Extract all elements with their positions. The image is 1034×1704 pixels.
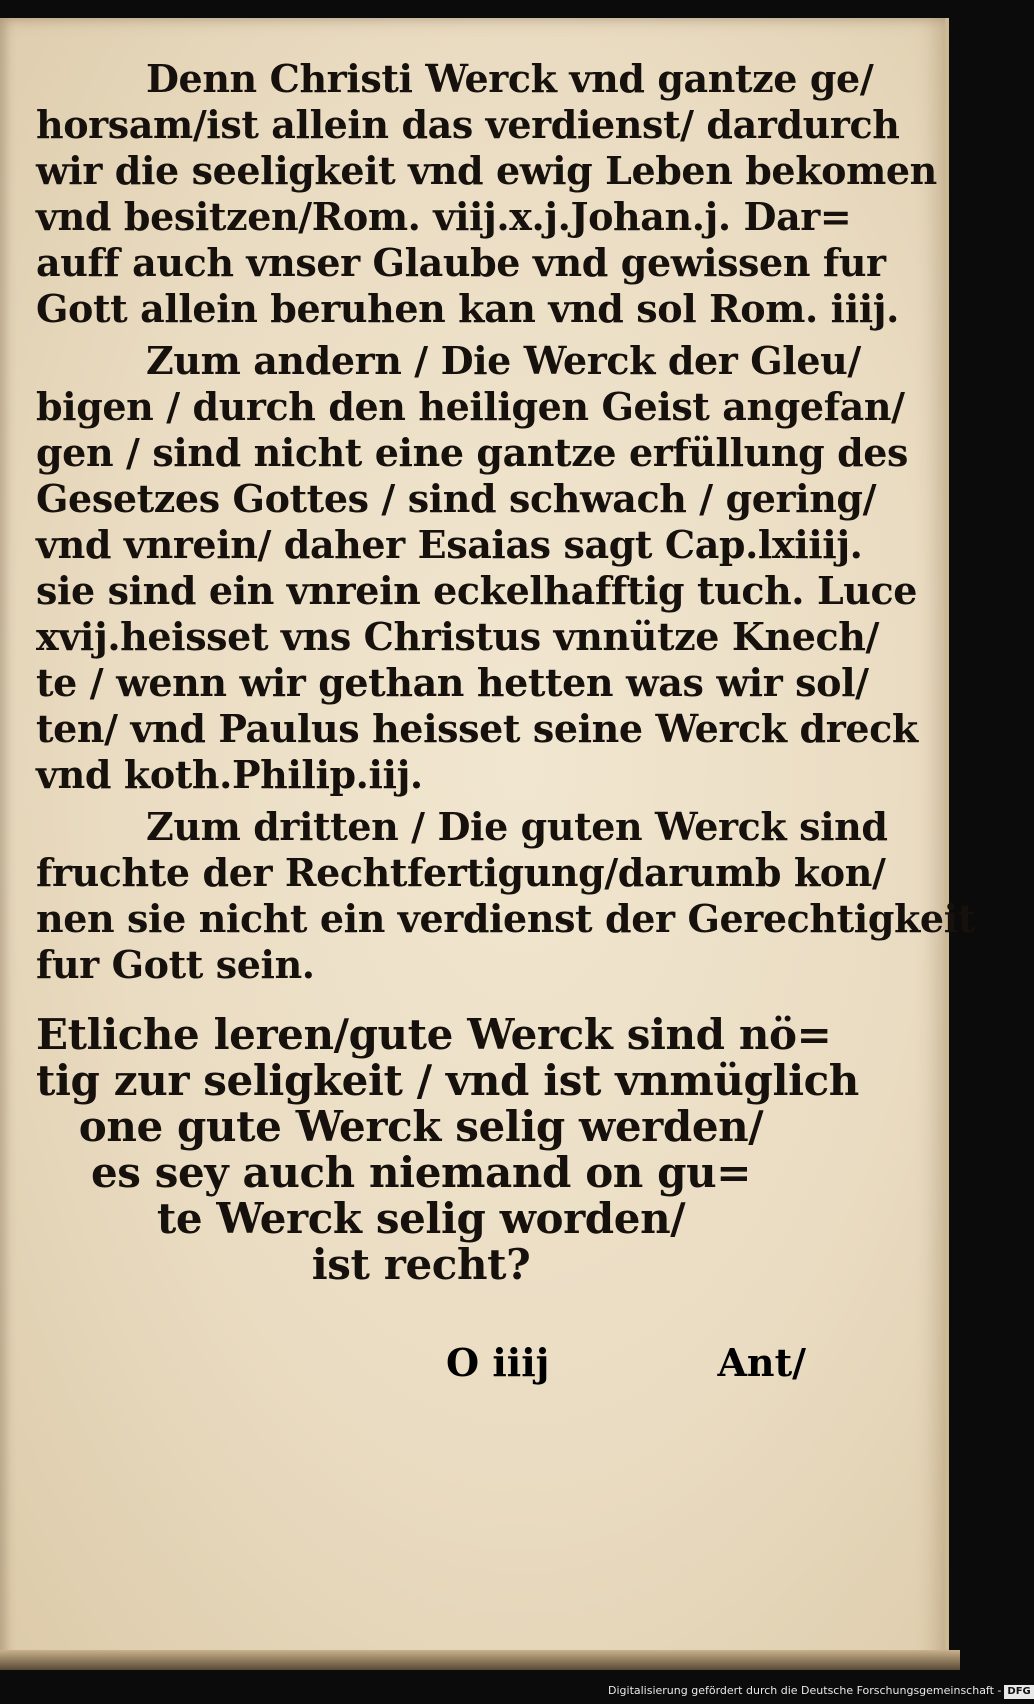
- credit-text: Digitalisierung gefördert durch die Deutsche Forschungsgemeinschaft -: [608, 1684, 1002, 1697]
- page-edge: [0, 1650, 960, 1670]
- text-line: fruchte der Rechtfertigung/darumb kon/: [36, 850, 886, 895]
- text-line: vnd besitzen/Rom. viij.x.j.Johan.j. Dar=: [36, 194, 852, 239]
- catchword: Ant/: [717, 1340, 806, 1385]
- text-line: vnd koth.Philip.iij.: [36, 752, 423, 797]
- text-line: Gott allein beruhen kan vnd sol Rom. iiij.: [36, 286, 899, 331]
- heading-line: tig zur seligkeit / vnd ist vnmüglich: [36, 1056, 859, 1105]
- digitization-credit: [608, 1682, 1031, 1700]
- text-line: bigen / durch den heiligen Geist angefan/: [36, 384, 905, 429]
- text-line: xvij.heisset vns Christus vnnütze Knech/: [36, 614, 879, 659]
- page-text: [36, 56, 975, 1289]
- text-line: Zum dritten / Die guten Werck sind: [146, 804, 888, 849]
- heading-line: es sey auch niemand on gu=: [90, 1148, 752, 1197]
- paragraph-2: [36, 338, 918, 798]
- heading-line: te Werck selig worden/: [156, 1194, 686, 1243]
- paragraph-3: [36, 804, 975, 988]
- text-line: horsam/ist allein das verdienst/ dardurch: [36, 102, 900, 147]
- text-line: Gesetzes Gottes / sind schwach / gering/: [36, 476, 877, 521]
- text-line: Zum andern / Die Werck der Gleu/: [146, 338, 861, 383]
- section-heading: [36, 1010, 859, 1289]
- signature-mark: O iiij: [446, 1340, 550, 1385]
- text-line: te / wenn wir gethan hetten was wir sol/: [36, 660, 869, 705]
- heading-line: ist recht?: [311, 1240, 531, 1289]
- text-line: sie sind ein vnrein eckelhafftig tuch. Luce: [36, 568, 918, 613]
- text-line: gen / sind nicht eine gantze erfüllung des: [36, 430, 909, 475]
- paragraph-1: [36, 56, 937, 332]
- text-line: wir die seeligkeit vnd ewig Leben bekomen: [36, 148, 937, 193]
- dfg-logo: DFG: [1004, 1685, 1033, 1699]
- text-line: auff auch vnser Glaube vnd gewissen fur: [36, 240, 886, 285]
- text-line: nen sie nicht ein verdienst der Gerechtigkeit: [36, 896, 975, 941]
- heading-line: one gute Werck selig werden/: [78, 1102, 764, 1151]
- text-line: ten/ vnd Paulus heisset seine Werck dreck: [36, 706, 918, 751]
- text-line: fur Gott sein.: [36, 942, 315, 987]
- heading-line: Etliche leren/gute Werck sind nö=: [36, 1010, 832, 1059]
- text-line: vnd vnrein/ daher Esaias sagt Cap.lxiiij.: [36, 522, 863, 567]
- page-footer: [36, 1340, 806, 1400]
- text-line: Denn Christi Werck vnd gantze ge/: [146, 56, 874, 101]
